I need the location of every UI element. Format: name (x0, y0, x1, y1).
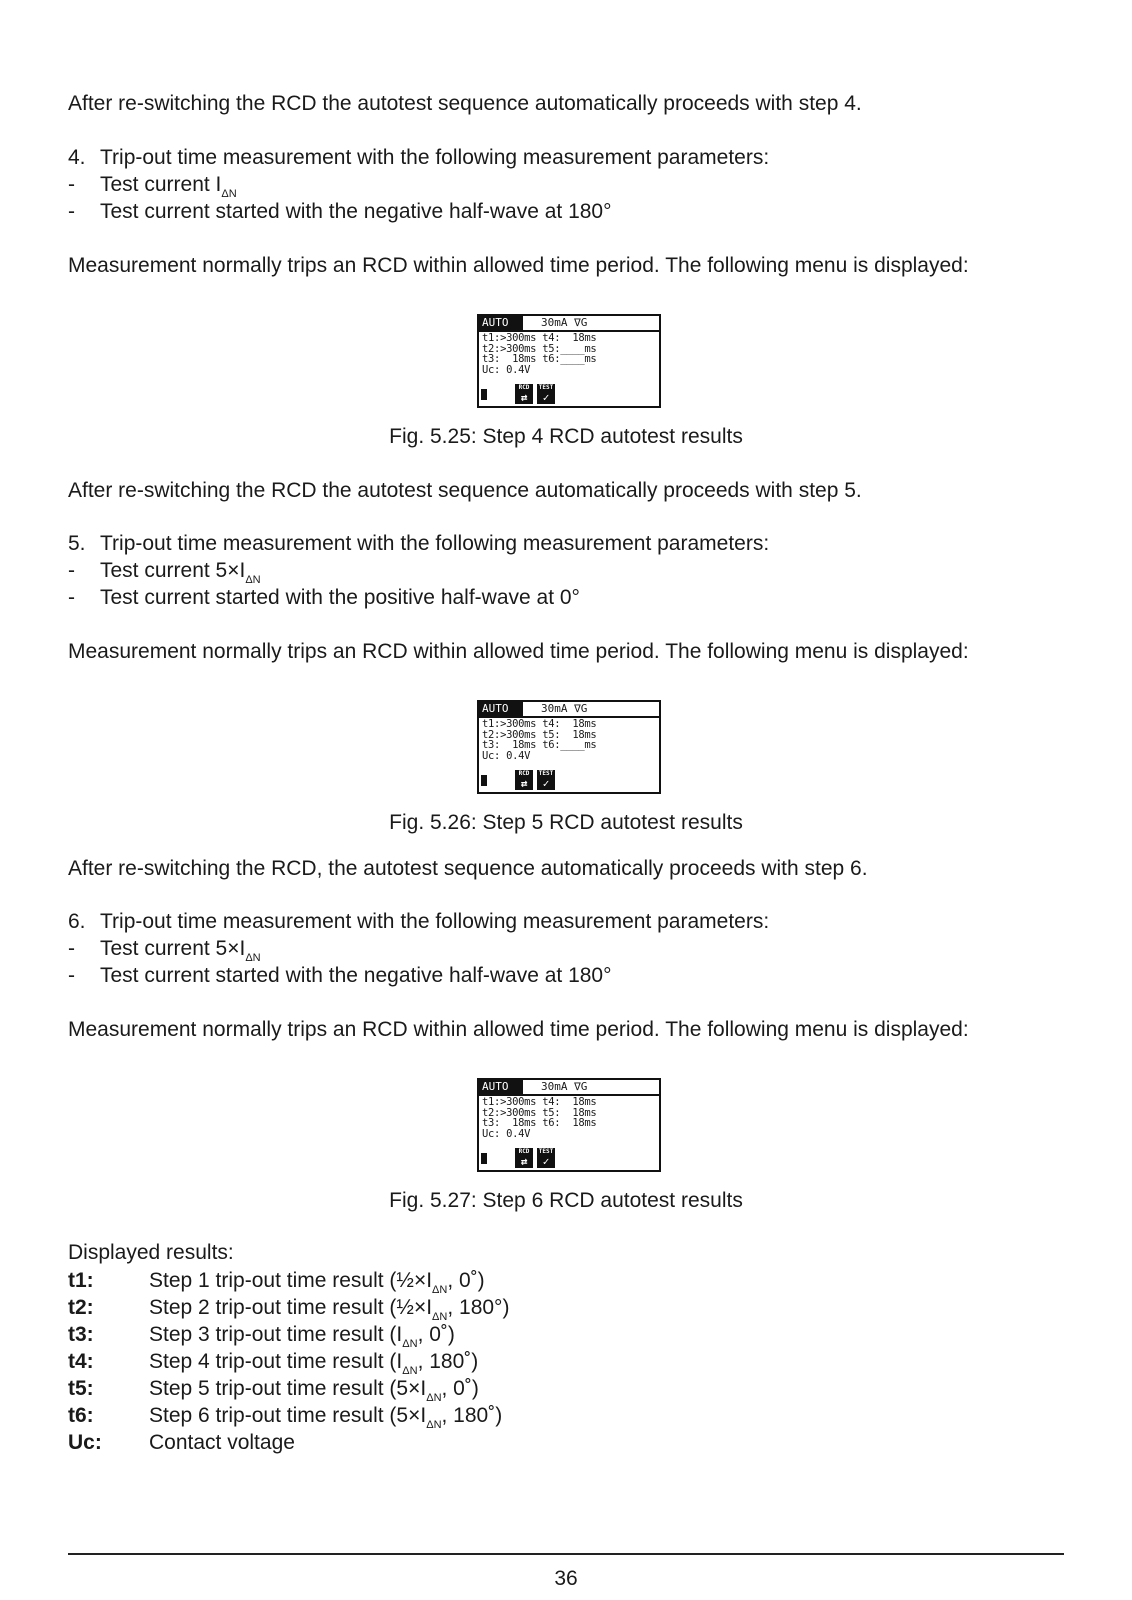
key-label: RCD (518, 770, 530, 777)
result-key: t5: (68, 1377, 94, 1400)
step-number: 5. (68, 532, 86, 555)
subscript: ΔN (426, 1392, 442, 1404)
phase-text: Test current started with the negative half-wave at 180° (100, 964, 612, 987)
auto-label: AUTO (479, 702, 523, 716)
intro-paragraph-step5: After re-switching the RCD the autotest sequence automatically proceeds with step 5. (68, 479, 862, 502)
menu-displayed-paragraph: Measurement normally trips an RCD within allowed time period. The following menu is displayed: (68, 640, 969, 663)
key-label: RCD (518, 1148, 530, 1155)
test-key-icon (537, 770, 555, 790)
phase-text: Test current started with the negative half-wave at 180° (100, 200, 612, 223)
bullet-dash: - (68, 173, 75, 196)
result-text-suffix: , 0˚) (417, 1323, 455, 1346)
subscript: ΔN (402, 1365, 418, 1377)
subscript: ΔN (245, 574, 261, 586)
step-title: Trip-out time measurement with the following measurement parameters: (100, 146, 770, 169)
step-6-current (68, 936, 261, 962)
range-label: 30mA ∇G (541, 702, 588, 715)
step-6-title (68, 909, 769, 935)
subscript: ΔN (426, 1419, 442, 1431)
result-text: Step 3 trip-out time result (I (149, 1323, 403, 1346)
rcd-key-icon (515, 770, 533, 790)
check-icon: ✓ (542, 777, 550, 790)
current-text: Test current 5×I (100, 937, 246, 960)
auto-label: AUTO (479, 1080, 523, 1094)
result-key: t6: (68, 1404, 94, 1427)
result-text: Contact voltage (149, 1431, 295, 1454)
screen-header (479, 1080, 659, 1096)
rcd-key-icon (515, 1148, 533, 1168)
figure-caption: Fig. 5.26: Step 5 RCD autotest results (389, 811, 743, 834)
bullet-dash: - (68, 559, 75, 582)
battery-icon (481, 1153, 487, 1164)
bullet-dash: - (68, 964, 75, 987)
battery-icon (481, 389, 487, 400)
screen-results: t1:>300ms t4: 18ms t2:>300ms t5: 18ms t3: 18ms t6: 18ms Uc: 0.4V (482, 1096, 597, 1140)
key-label: TEST (538, 384, 554, 391)
result-text-suffix: , 180°) (447, 1296, 510, 1319)
menu-displayed-paragraph: Measurement normally trips an RCD within allowed time period. The following menu is displayed: (68, 1018, 969, 1041)
auto-label: AUTO (479, 316, 523, 330)
step-4-title (68, 145, 769, 171)
subscript: ΔN (221, 188, 237, 200)
test-key-icon (537, 1148, 555, 1168)
step-5-title (68, 531, 769, 557)
bullet-dash: - (68, 586, 75, 609)
key-label: RCD (518, 384, 530, 391)
result-row (68, 1402, 502, 1430)
result-row (68, 1429, 295, 1457)
result-row (68, 1267, 485, 1295)
result-text: Step 2 trip-out time result (½×I (149, 1296, 433, 1319)
step-5-phase (68, 585, 580, 611)
range-label: 30mA ∇G (541, 316, 588, 329)
step-number: 4. (68, 146, 86, 169)
result-row (68, 1294, 509, 1322)
instrument-screen-step5 (477, 700, 661, 794)
figure-caption: Fig. 5.27: Step 6 RCD autotest results (389, 1189, 743, 1212)
bullet-dash: - (68, 200, 75, 223)
result-text: Step 6 trip-out time result (5×I (149, 1404, 427, 1427)
result-row (68, 1348, 478, 1376)
current-text: Test current 5×I (100, 559, 246, 582)
page-number: 36 (554, 1567, 578, 1590)
results-heading: Displayed results: (68, 1241, 234, 1264)
screen-header (479, 316, 659, 332)
step-4-current (68, 172, 237, 198)
battery-icon (481, 775, 487, 786)
arrows-icon: ⇄ (520, 777, 528, 790)
result-text: Step 5 trip-out time result (5×I (149, 1377, 427, 1400)
subscript: ΔN (402, 1338, 418, 1350)
result-key: t4: (68, 1350, 94, 1373)
screen-results: t1:>300ms t4: 18ms t2:>300ms t5:____ms t3: 18ms t6:____ms Uc: 0.4V (482, 332, 597, 376)
result-text-suffix: , 180˚) (441, 1404, 503, 1427)
instrument-screen-step6 (477, 1078, 661, 1172)
step-number: 6. (68, 910, 86, 933)
result-row (68, 1321, 455, 1349)
result-text-suffix: , 0˚) (447, 1269, 485, 1292)
test-key-icon (537, 384, 555, 404)
step-4-phase (68, 199, 612, 225)
subscript: ΔN (245, 952, 261, 964)
result-text: Step 4 trip-out time result (I (149, 1350, 403, 1373)
current-text: Test current I (100, 173, 222, 196)
step-title: Trip-out time measurement with the following measurement parameters: (100, 910, 770, 933)
range-label: 30mA ∇G (541, 1080, 588, 1093)
screen-results: t1:>300ms t4: 18ms t2:>300ms t5: 18ms t3: 18ms t6:____ms Uc: 0.4V (482, 718, 597, 762)
result-text-suffix: , 180˚) (417, 1350, 479, 1373)
result-key: t2: (68, 1296, 94, 1319)
figure-caption: Fig. 5.25: Step 4 RCD autotest results (389, 425, 743, 448)
phase-text: Test current started with the positive half-wave at 0° (100, 586, 580, 609)
result-text-suffix: , 0˚) (441, 1377, 479, 1400)
step-title: Trip-out time measurement with the following measurement parameters: (100, 532, 770, 555)
bullet-dash: - (68, 937, 75, 960)
step-6-phase (68, 963, 612, 989)
key-label: TEST (538, 1148, 554, 1155)
result-text: Step 1 trip-out time result (½×I (149, 1269, 433, 1292)
subscript: ΔN (432, 1284, 448, 1296)
check-icon: ✓ (542, 391, 550, 404)
intro-paragraph-step6: After re-switching the RCD, the autotest sequence automatically proceeds with step 6. (68, 857, 868, 880)
step-5-current (68, 558, 261, 584)
instrument-screen-step4 (477, 314, 661, 408)
arrows-icon: ⇄ (520, 1155, 528, 1168)
subscript: ΔN (432, 1311, 448, 1323)
result-key: t3: (68, 1323, 94, 1346)
key-label: TEST (538, 770, 554, 777)
rcd-key-icon (515, 384, 533, 404)
intro-paragraph-step4: After re-switching the RCD the autotest sequence automatically proceeds with step 4. (68, 92, 862, 115)
footer-rule (68, 1553, 1064, 1555)
result-row (68, 1375, 479, 1403)
result-key: Uc: (68, 1431, 102, 1454)
arrows-icon: ⇄ (520, 391, 528, 404)
menu-displayed-paragraph: Measurement normally trips an RCD within allowed time period. The following menu is displayed: (68, 254, 969, 277)
result-key: t1: (68, 1269, 94, 1292)
screen-header (479, 702, 659, 718)
check-icon: ✓ (542, 1155, 550, 1168)
